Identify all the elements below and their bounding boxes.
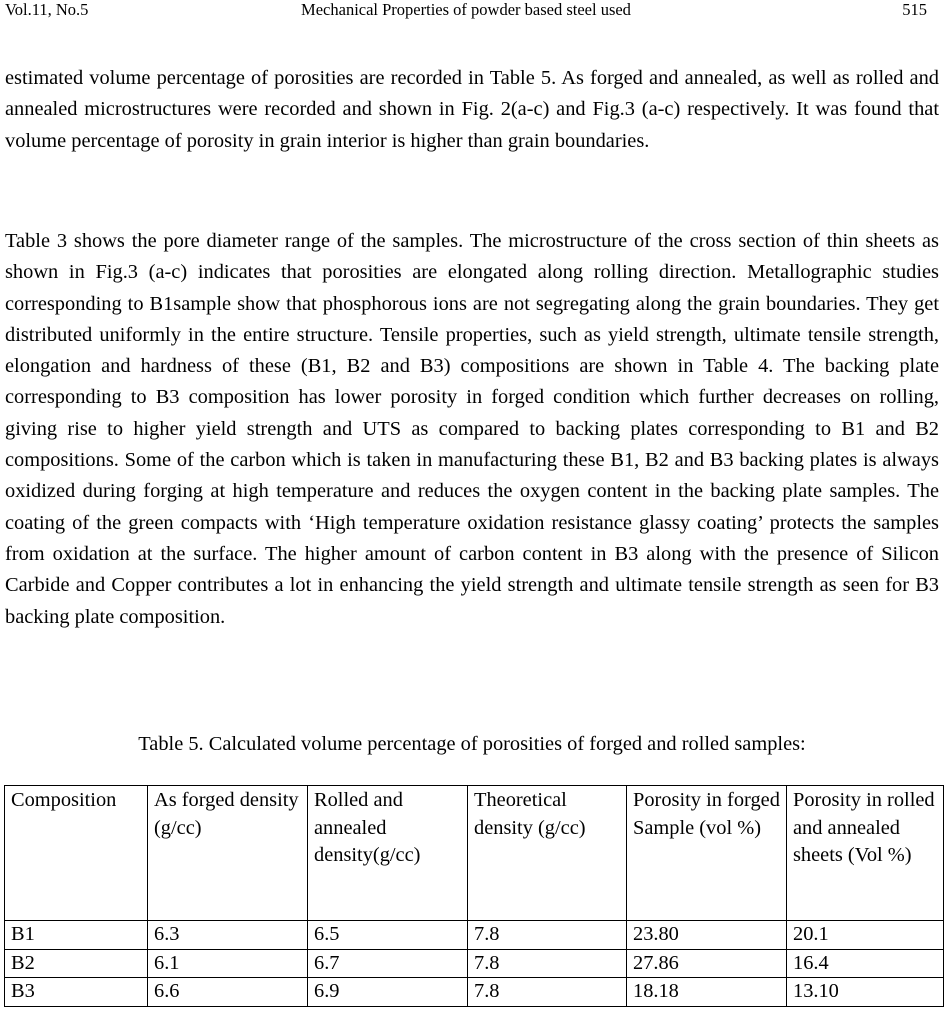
table-cell: 6.3	[148, 921, 308, 950]
table-row	[5, 949, 944, 978]
table-cell: 7.8	[468, 949, 627, 978]
table-cell: 6.9	[308, 978, 468, 1007]
column-header: Porosity in forged Sample (vol %)	[627, 786, 787, 921]
body-paragraph: Table 3 shows the pore diameter range of the samples. The microstructure of the cross section of thin sheets as shown in Fig.3 (a-c) indicates that porosities are elongated along rolling direction. Metallographic studies corresponding to B1sample show that phosphorous ions are not segregating along the grain boundaries. They get distributed uniformly in the entire structure. Tensile properties, such as yield strength, ultimate tensile strength, elongation and hardness of these (B1, B2 and B3) compositions are shown in Table 4. The backing plate corresponding to B3 composition has lower porosity in forged condition which further decreases on rolling, giving rise to higher yield strength and UTS as compared to backing plates corresponding to B1 and B2 compositions. Some of the carbon which is taken in manufacturing these B1, B2 and B3 backing plates is always oxidized during forging at high temperature and reduces the oxygen content in the backing plate samples. The coating of the green compacts with ‘High temperature oxidation resistance glassy coating’ protects the samples from oxidation at the surface. The higher amount of carbon content in B3 along with the presence of Silicon Carbide and Copper contributes a lot in enhancing the yield strength and ultimate tensile strength as seen for B3 backing plate composition.	[5, 230, 939, 628]
table-cell: 7.8	[468, 921, 627, 950]
table-cell: 23.80	[627, 921, 787, 950]
page-number: 515	[902, 0, 927, 19]
column-header: As forged density (g/cc)	[148, 786, 308, 921]
column-header: Theoretical density (g/cc)	[468, 786, 627, 921]
journal-volume: Vol.11, No.5	[5, 0, 89, 19]
table-cell: 6.1	[148, 949, 308, 978]
table-cell: 13.10	[787, 978, 944, 1007]
column-header: Porosity in rolled and annealed sheets (Vol %)	[787, 786, 944, 921]
table-cell: 6.7	[308, 949, 468, 978]
table-cell: 27.86	[627, 949, 787, 978]
table-row	[5, 978, 944, 1007]
table-cell: 18.18	[627, 978, 787, 1007]
table-cell: B3	[5, 978, 148, 1007]
table-cell: 16.4	[787, 949, 944, 978]
body-paragraph: estimated volume percentage of porosities are recorded in Table 5. As forged and annealed, as well as rolled and annealed microstructures were recorded and shown in Fig. 2(a-c) and Fig.3 (a-c) respectively. It was found that volume percentage of porosity in grain interior is higher than grain boundaries.	[5, 67, 939, 152]
running-title: Mechanical Properties of powder based steel used	[301, 0, 631, 19]
table-cell: 7.8	[468, 978, 627, 1007]
porosity-table	[4, 785, 944, 1007]
table-cell: 6.6	[148, 978, 308, 1007]
table-cell: 6.5	[308, 921, 468, 950]
table-header-row	[5, 786, 944, 921]
running-header	[5, 0, 927, 22]
table-cell: B2	[5, 949, 148, 978]
table-cell: B1	[5, 921, 148, 950]
column-header: Composition	[5, 786, 148, 921]
table-cell: 20.1	[787, 921, 944, 950]
column-header: Rolled and annealed density(g/cc)	[308, 786, 468, 921]
table-row	[5, 921, 944, 950]
table-caption: Table 5. Calculated volume percentage of porosities of forged and rolled samples:	[138, 733, 806, 755]
